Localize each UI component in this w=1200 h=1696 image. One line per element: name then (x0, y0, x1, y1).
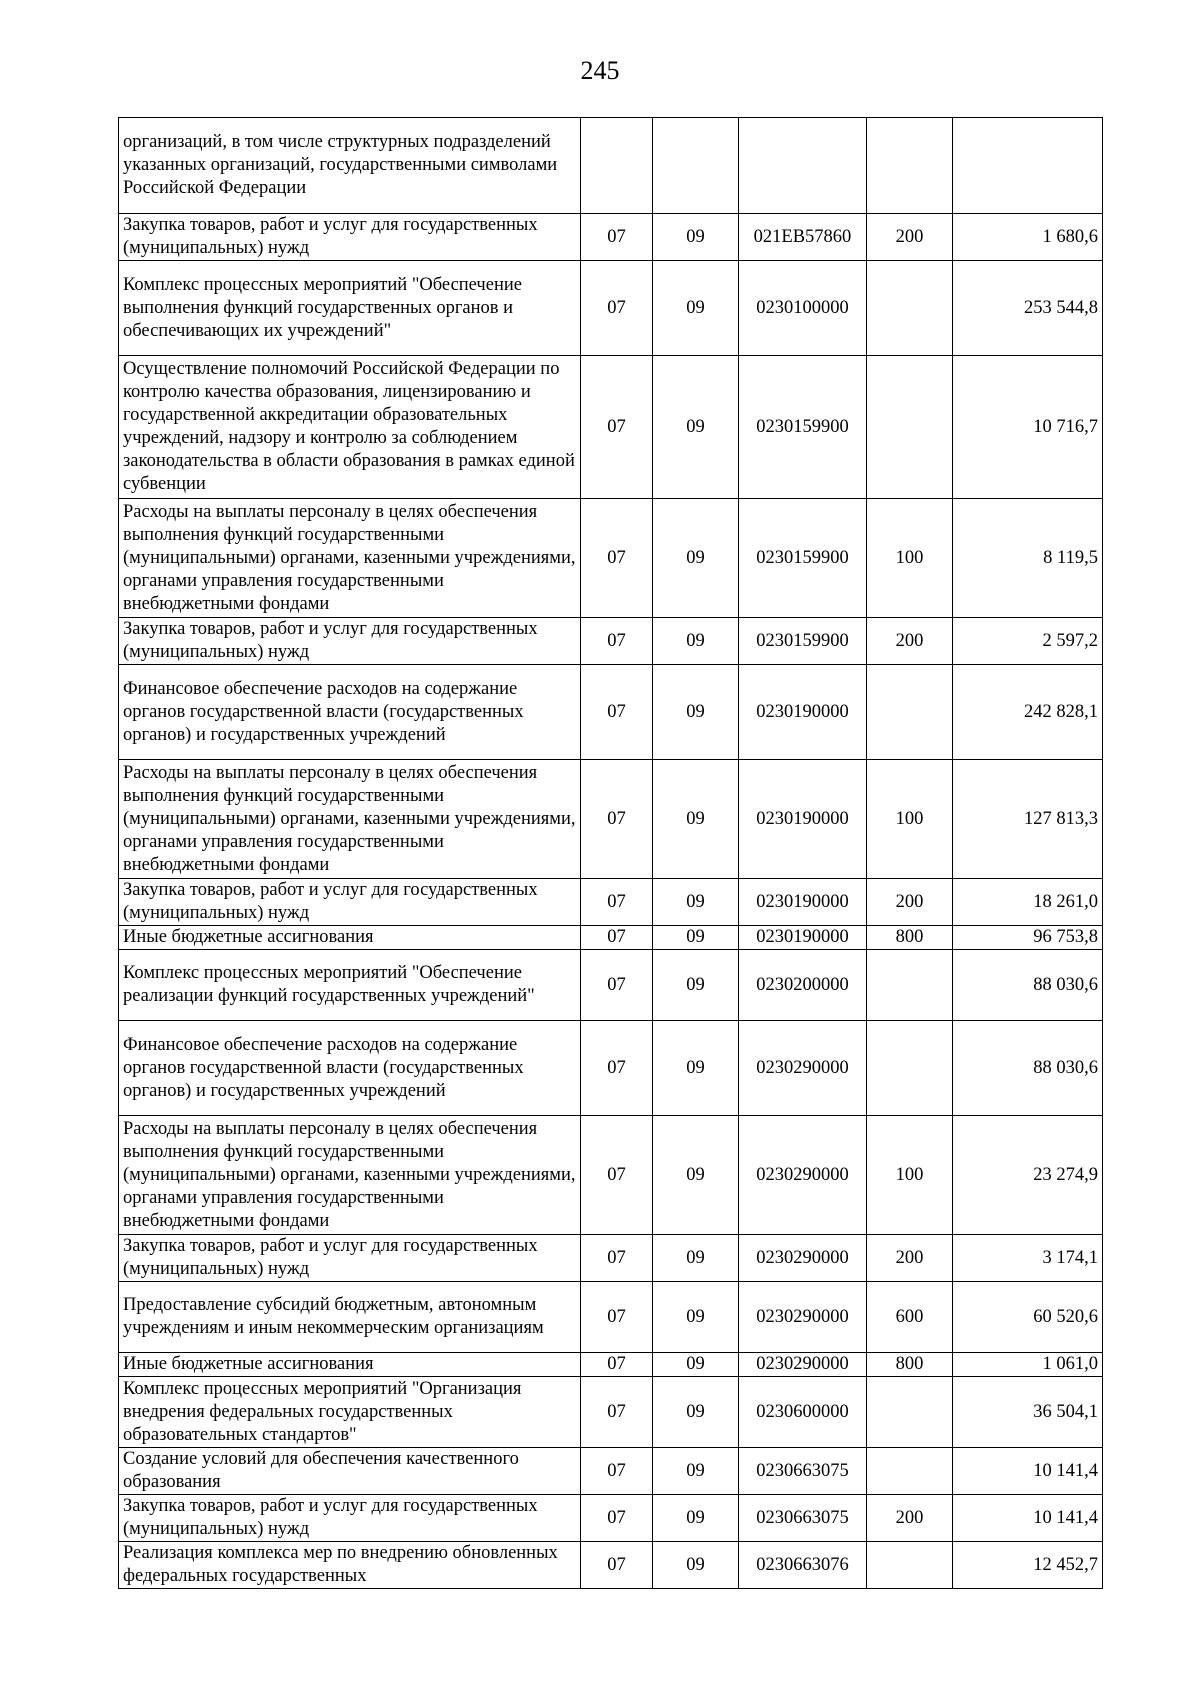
row-target-article-cell: 0230100000 (739, 261, 867, 356)
row-amount-cell: 23 274,9 (953, 1116, 1103, 1235)
row-subsection-cell: 09 (653, 1495, 739, 1542)
row-expense-type-cell: 100 (867, 1116, 953, 1235)
row-target-article-cell: 0230600000 (739, 1377, 867, 1448)
row-section-cell: 07 (581, 1235, 653, 1282)
row-subsection-cell: 09 (653, 618, 739, 665)
row-subsection-cell: 09 (653, 214, 739, 261)
row-amount-cell: 1 061,0 (953, 1353, 1103, 1377)
row-subsection-cell: 09 (653, 499, 739, 618)
row-target-article-cell: 0230159900 (739, 618, 867, 665)
page-number: 245 (580, 56, 620, 85)
row-amount-cell: 60 520,6 (953, 1282, 1103, 1353)
row-expense-type-cell (867, 356, 953, 499)
row-target-article-cell: 0230159900 (739, 356, 867, 499)
row-subsection-cell: 09 (653, 1542, 739, 1589)
row-expense-type-cell: 200 (867, 618, 953, 665)
row-amount-cell: 88 030,6 (953, 950, 1103, 1021)
row-subsection-cell: 09 (653, 261, 739, 356)
row-section-cell: 07 (581, 926, 653, 950)
row-subsection-cell: 09 (653, 1021, 739, 1116)
row-amount-cell (953, 118, 1103, 214)
row-target-article-cell: 0230290000 (739, 1353, 867, 1377)
table-body (119, 118, 1103, 1589)
row-section-cell: 07 (581, 1021, 653, 1116)
row-subsection-cell: 09 (653, 665, 739, 760)
row-section-cell: 07 (581, 618, 653, 665)
row-subsection-cell: 09 (653, 1116, 739, 1235)
row-expense-type-cell: 600 (867, 1282, 953, 1353)
row-expense-type-cell (867, 1377, 953, 1448)
row-expense-type-cell: 100 (867, 760, 953, 879)
table-row (119, 1542, 1103, 1589)
row-amount-cell: 8 119,5 (953, 499, 1103, 618)
row-section-cell: 07 (581, 665, 653, 760)
table-row (119, 1021, 1103, 1116)
row-section-cell: 07 (581, 1116, 653, 1235)
table-row (119, 1448, 1103, 1495)
row-section-cell: 07 (581, 1353, 653, 1377)
row-subsection-cell: 09 (653, 1282, 739, 1353)
row-expense-type-cell: 200 (867, 214, 953, 261)
row-name-cell: Закупка товаров, работ и услуг для государственных (муниципальных) нужд (119, 214, 581, 261)
row-section-cell (581, 118, 653, 214)
row-expense-type-cell (867, 118, 953, 214)
row-name-cell: Иные бюджетные ассигнования (119, 1353, 581, 1377)
row-target-article-cell: 0230190000 (739, 760, 867, 879)
row-target-article-cell: 0230290000 (739, 1235, 867, 1282)
row-target-article-cell: 0230663075 (739, 1448, 867, 1495)
row-amount-cell: 96 753,8 (953, 926, 1103, 950)
table-row (119, 926, 1103, 950)
row-name-cell: Реализация комплекса мер по внедрению обновленных федеральных государственных (119, 1542, 581, 1589)
row-expense-type-cell (867, 665, 953, 760)
row-name-cell: Комплекс процессных мероприятий "Обеспечение реализации функций государственных учреждений" (119, 950, 581, 1021)
row-target-article-cell: 0230663076 (739, 1542, 867, 1589)
row-target-article-cell: 0230190000 (739, 879, 867, 926)
row-name-cell: Расходы на выплаты персоналу в целях обеспечения выполнения функций государственными (муниципальными) органами, казенными учреждениями, органами управления государственными внебюджетными фондами (119, 499, 581, 618)
row-expense-type-cell: 200 (867, 879, 953, 926)
row-expense-type-cell: 100 (867, 499, 953, 618)
row-name-cell: Закупка товаров, работ и услуг для государственных (муниципальных) нужд (119, 1235, 581, 1282)
row-name-cell: Закупка товаров, работ и услуг для государственных (муниципальных) нужд (119, 618, 581, 665)
row-subsection-cell (653, 118, 739, 214)
row-amount-cell: 10 141,4 (953, 1495, 1103, 1542)
table-row (119, 499, 1103, 618)
row-subsection-cell: 09 (653, 926, 739, 950)
row-name-cell: Финансовое обеспечение расходов на содержание органов государственной власти (государственных органов) и государственных учреждений (119, 1021, 581, 1116)
table-row (119, 214, 1103, 261)
row-expense-type-cell: 800 (867, 926, 953, 950)
row-expense-type-cell (867, 261, 953, 356)
row-amount-cell: 253 544,8 (953, 261, 1103, 356)
row-name-cell: Создание условий для обеспечения качественного образования (119, 1448, 581, 1495)
row-subsection-cell: 09 (653, 1353, 739, 1377)
row-expense-type-cell (867, 950, 953, 1021)
row-expense-type-cell: 200 (867, 1495, 953, 1542)
row-subsection-cell: 09 (653, 1377, 739, 1448)
row-expense-type-cell (867, 1021, 953, 1116)
row-section-cell: 07 (581, 1377, 653, 1448)
row-amount-cell: 242 828,1 (953, 665, 1103, 760)
table-row (119, 665, 1103, 760)
row-name-cell: Закупка товаров, работ и услуг для государственных (муниципальных) нужд (119, 879, 581, 926)
row-name-cell: Финансовое обеспечение расходов на содержание органов государственной власти (государственных органов) и государственных учреждений (119, 665, 581, 760)
row-section-cell: 07 (581, 1495, 653, 1542)
row-section-cell: 07 (581, 760, 653, 879)
row-name-cell: Расходы на выплаты персоналу в целях обеспечения выполнения функций государственными (муниципальными) органами, казенными учреждениями, органами управления государственными внебюджетными фондами (119, 1116, 581, 1235)
row-amount-cell: 3 174,1 (953, 1235, 1103, 1282)
table-row (119, 760, 1103, 879)
row-subsection-cell: 09 (653, 1448, 739, 1495)
row-name-cell: Комплекс процессных мероприятий "Организация внедрения федеральных государственных образовательных стандартов" (119, 1377, 581, 1448)
row-amount-cell: 2 597,2 (953, 618, 1103, 665)
table-row (119, 356, 1103, 499)
row-target-article-cell: 0230663075 (739, 1495, 867, 1542)
row-expense-type-cell (867, 1448, 953, 1495)
row-section-cell: 07 (581, 879, 653, 926)
row-expense-type-cell: 200 (867, 1235, 953, 1282)
row-subsection-cell: 09 (653, 1235, 739, 1282)
row-amount-cell: 10 141,4 (953, 1448, 1103, 1495)
row-name-cell: Осуществление полномочий Российской Федерации по контролю качества образования, лицензированию и государственной аккредитации образовательных учреждений, надзору и контролю за соблюдением законодательства в области образования в рамках единой субвенции (119, 356, 581, 499)
table-row (119, 261, 1103, 356)
table-row (119, 618, 1103, 665)
table-row (119, 118, 1103, 214)
row-section-cell: 07 (581, 214, 653, 261)
row-amount-cell: 18 261,0 (953, 879, 1103, 926)
row-amount-cell: 127 813,3 (953, 760, 1103, 879)
row-name-cell: Иные бюджетные ассигнования (119, 926, 581, 950)
row-amount-cell: 36 504,1 (953, 1377, 1103, 1448)
row-target-article-cell: 0230159900 (739, 499, 867, 618)
row-section-cell: 07 (581, 950, 653, 1021)
budget-table (118, 117, 1103, 1589)
row-target-article-cell: 0230290000 (739, 1282, 867, 1353)
row-target-article-cell: 0230290000 (739, 1116, 867, 1235)
table-row (119, 1235, 1103, 1282)
row-target-article-cell (739, 118, 867, 214)
row-expense-type-cell (867, 1542, 953, 1589)
row-subsection-cell: 09 (653, 356, 739, 499)
row-target-article-cell: 0230290000 (739, 1021, 867, 1116)
row-target-article-cell: 0230200000 (739, 950, 867, 1021)
row-target-article-cell: 0230190000 (739, 665, 867, 760)
row-subsection-cell: 09 (653, 879, 739, 926)
row-section-cell: 07 (581, 1542, 653, 1589)
table-row (119, 1116, 1103, 1235)
row-name-cell: Закупка товаров, работ и услуг для государственных (муниципальных) нужд (119, 1495, 581, 1542)
row-amount-cell: 12 452,7 (953, 1542, 1103, 1589)
row-name-cell: Расходы на выплаты персоналу в целях обеспечения выполнения функций государственными (муниципальными) органами, казенными учреждениями, органами управления государственными внебюджетными фондами (119, 760, 581, 879)
row-amount-cell: 1 680,6 (953, 214, 1103, 261)
table-row (119, 1282, 1103, 1353)
row-section-cell: 07 (581, 1448, 653, 1495)
row-section-cell: 07 (581, 499, 653, 618)
row-expense-type-cell: 800 (867, 1353, 953, 1377)
table-row (119, 1377, 1103, 1448)
table-row (119, 879, 1103, 926)
row-amount-cell: 10 716,7 (953, 356, 1103, 499)
row-subsection-cell: 09 (653, 950, 739, 1021)
row-name-cell: Предоставление субсидий бюджетным, автономным учреждениям и иным некоммерческим организациям (119, 1282, 581, 1353)
row-subsection-cell: 09 (653, 760, 739, 879)
table-row (119, 1495, 1103, 1542)
row-amount-cell: 88 030,6 (953, 1021, 1103, 1116)
row-target-article-cell: 0230190000 (739, 926, 867, 950)
row-name-cell: организаций, в том числе структурных подразделений указанных организаций, государственными символами Российской Федерации (119, 118, 581, 214)
row-section-cell: 07 (581, 1282, 653, 1353)
row-section-cell: 07 (581, 356, 653, 499)
table-row (119, 950, 1103, 1021)
row-section-cell: 07 (581, 261, 653, 356)
row-name-cell: Комплекс процессных мероприятий "Обеспечение выполнения функций государственных органов и обеспечивающих их учреждений" (119, 261, 581, 356)
row-target-article-cell: 021EB57860 (739, 214, 867, 261)
table-row (119, 1353, 1103, 1377)
